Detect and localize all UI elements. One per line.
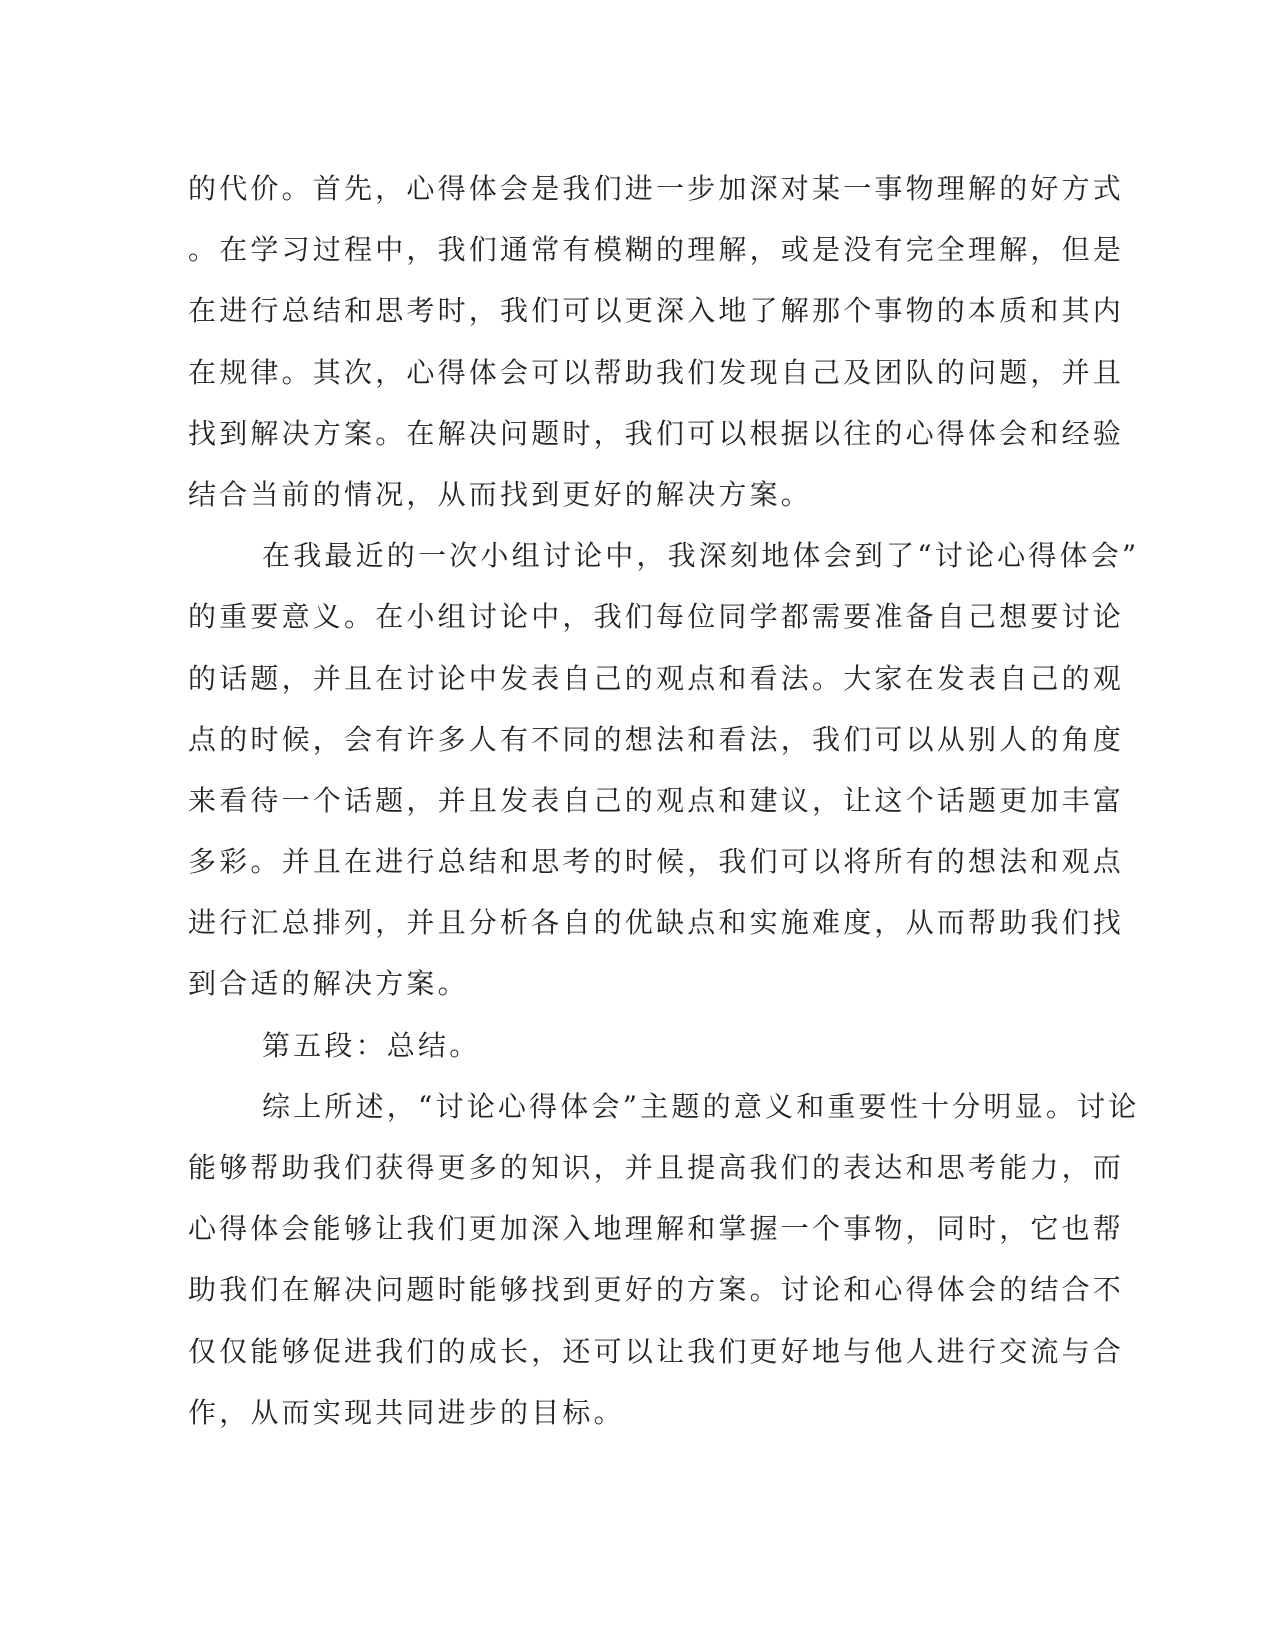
paragraph-1 [188, 158, 1125, 525]
text-line: 的话题，并且在讨论中发表自己的观点和看法。大家在发表自己的观 [188, 661, 1125, 695]
text-line: 点的时候，会有许多人有不同的想法和看法，我们可以从别人的角度 [188, 722, 1125, 756]
text-line: 心得体会能够让我们更加深入地理解和掌握一个事物，同时，它也帮 [188, 1212, 1125, 1246]
section-title: 第五段：总结。 [262, 1028, 481, 1062]
text-line: 能够帮助我们获得更多的知识，并且提高我们的表达和思考能力，而 [188, 1151, 1125, 1184]
text-line: 综上所述，“讨论心得体会”主题的意义和重要性十分明显。讨论 [262, 1089, 1140, 1123]
text-line: 进行汇总排列，并且分析各自的优缺点和实施难度，从而帮助我们找 [188, 906, 1125, 940]
text-line: 找到解决方案。在解决问题时，我们可以根据以往的心得体会和经验 [188, 416, 1125, 450]
text-line: 作，从而实现共同进步的目标。 [188, 1395, 625, 1429]
text-line: 多彩。并且在进行总结和思考的时候，我们可以将所有的想法和观点 [188, 845, 1125, 879]
paragraph-4 [188, 1076, 1140, 1443]
text-line: 在规律。其次，心得体会可以帮助我们发现自己及团队的问题，并且 [188, 355, 1125, 389]
text-line: 结合当前的情况，从而找到更好的解决方案。 [188, 477, 813, 511]
text-line: 来看待一个话题，并且发表自己的观点和建议，让这个话题更加丰富 [188, 783, 1125, 817]
paragraph-2 [188, 525, 1140, 1015]
section-heading [188, 1015, 1068, 1076]
text-line: 。在学习过程中，我们通常有模糊的理解，或是没有完全理解，但是 [188, 233, 1125, 267]
document-body [188, 158, 1140, 1443]
text-line: 在进行总结和思考时，我们可以更深入地了解那个事物的本质和其内 [188, 294, 1125, 328]
text-line: 仅仅能够促进我们的成长，还可以让我们更好地与他人进行交流与合 [188, 1334, 1125, 1368]
text-line: 的重要意义。在小组讨论中，我们每位同学都需要准备自己想要讨论 [188, 600, 1125, 634]
text-line: 在我最近的一次小组讨论中，我深刻地体会到了“讨论心得体会” [262, 539, 1140, 573]
text-line: 助我们在解决问题时能够找到更好的方案。讨论和心得体会的结合不 [188, 1273, 1125, 1307]
text-line: 到合适的解决方案。 [188, 967, 469, 1001]
text-line: 的代价。首先，心得体会是我们进一步加深对某一事物理解的好方式 [188, 172, 1125, 205]
